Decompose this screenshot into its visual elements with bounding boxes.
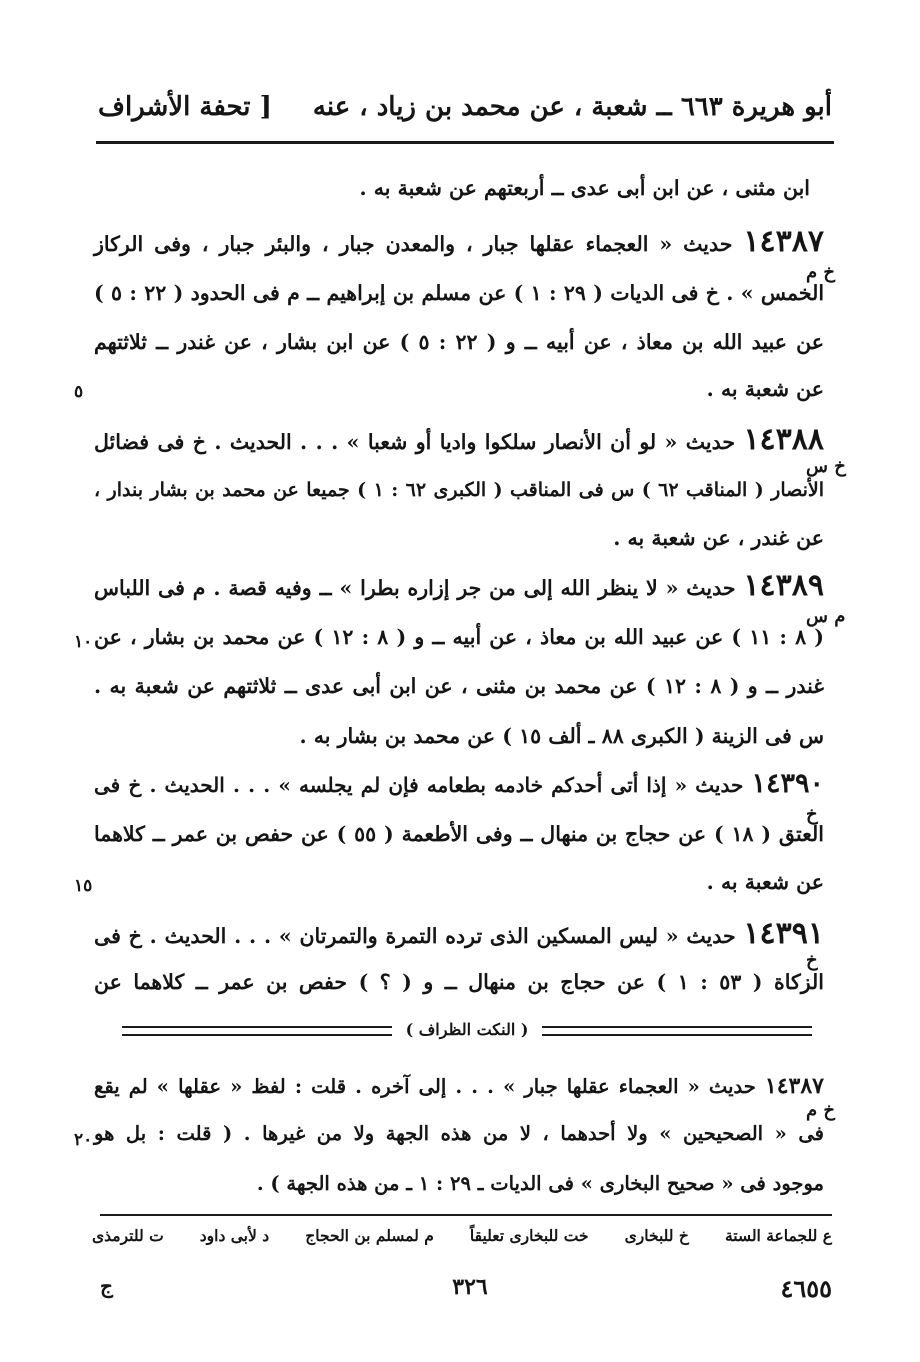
line-number-margin: ١٥ — [74, 876, 93, 896]
source-sigla: م س — [806, 606, 846, 627]
abbreviation-item: ع للجماعة الستة — [725, 1226, 832, 1245]
text-line: عن غندر ، عن شعبة به . — [613, 526, 824, 550]
hadith-line — [94, 764, 824, 804]
text-line: الخمس » . خ فى الديات ( ٢٩ : ١ ) عن مسلم بن إبراهيم ــ م فى الحدود ( ٢٢ : ٥ ) — [94, 281, 825, 305]
hadith-line — [94, 420, 824, 460]
hadith-text: حديث « لو أن الأنصار سلكوا واديا أو شعبا » . . . الحديث . خ فى فضائل — [94, 430, 736, 454]
page-footer — [100, 1274, 832, 1308]
abbreviation-item: ت للترمذى — [92, 1226, 164, 1245]
text-line: ابن مثنى ، عن ابن أبى عدى ــ أربعتهم عن شعبة به . — [359, 176, 810, 200]
running-head — [98, 92, 832, 132]
text-line: عن شعبة به . — [706, 377, 824, 401]
hadith-number: ١٤٣٩١ — [743, 916, 824, 951]
hadith-number: ١٤٣٨٨ — [743, 422, 825, 457]
footer-rule — [100, 1214, 832, 1216]
source-sigla: خ م — [806, 262, 836, 283]
entry-number: ٤٦٥٥ — [780, 1274, 832, 1303]
hadith-text: حديث « إذا أتى أحدكم خادمه بطعامه فإن لم يجلسه » . . . الحديث . خ فى — [94, 773, 744, 797]
abbreviation-item: د لأبى داود — [199, 1226, 270, 1245]
text-line: الزكاة ( ٥٣ : ١ ) عن حجاج بن منهال ــ و ( ؟ ) حفص بن عمر ــ كلاهما عن — [94, 970, 824, 994]
text-line: الأنصار ( المناقب ٦٢ ) س فى المناقب ( الكبرى ٦٢ : ١ ) جميعا عن محمد بن بشار بندار ، — [94, 479, 825, 501]
hadith-line — [94, 222, 824, 262]
page-number: ٣٢٦ — [452, 1274, 488, 1300]
source-sigla: خ — [806, 950, 818, 971]
running-head-book: [ تحفة الأشراف — [98, 92, 272, 122]
abbreviation-item: م لمسلم بن الحجاج — [305, 1226, 434, 1245]
line-number-margin: ١٠ — [74, 632, 93, 652]
source-sigla: خ م — [806, 1100, 836, 1121]
hadith-line — [94, 914, 824, 954]
note-text: حديث « العجماء عقلها جبار » . . . إلى آخره . قلت : لفظ « عقلها » لم يقع — [94, 1075, 756, 1098]
abbreviation-item: خ للبخارى — [624, 1226, 689, 1245]
text-line: عن شعبة به . — [706, 870, 824, 894]
text-line: عن عبيد الله بن معاذ ، عن أبيه ــ و ( ٢٢ : ٥ ) عن ابن بشار ، عن غندر ــ ثلاثتهم — [94, 330, 825, 354]
signature-mark: ج — [100, 1274, 113, 1298]
hadith-number: ١٤٣٩٠ — [751, 768, 824, 799]
running-head-title: أبو هريرة ٦٦٣ ــ شعبة ، عن محمد بن زياد ، عنه — [312, 92, 832, 122]
text-line: العتق ( ١٨ ) عن حجاج بن منهال ــ وفى الأطعمة ( ٥٥ ) عن حفص بن عمر ــ كلاهما — [94, 822, 824, 846]
source-sigla: خ س — [806, 456, 846, 477]
divider-rule-left — [122, 1026, 392, 1036]
section-divider — [122, 1018, 812, 1042]
note-line — [94, 1066, 824, 1106]
note-number: ١٤٣٨٧ — [764, 1073, 824, 1099]
abbreviation-key — [92, 1226, 832, 1256]
line-number-margin: ٢٠ — [74, 1130, 93, 1150]
hadith-number: ١٤٣٨٧ — [743, 224, 824, 259]
hadith-text: حديث « ليس المسكين الذى ترده التمرة والتمرتان » . . . الحديث . خ فى — [94, 924, 736, 948]
text-line: غندر ــ و ( ٨ : ١٢ ) عن محمد بن مثنى ، عن ابن أبى عدى ــ ثلاثتهم عن شعبة به . — [94, 674, 825, 698]
divider-rule-right — [542, 1026, 812, 1036]
hadith-text: حديث « لا ينظر الله إلى من جر إزاره بطرا » ــ وفيه قصة . م فى اللباس — [94, 576, 736, 600]
hadith-line — [94, 566, 824, 606]
abbreviation-item: خت للبخارى تعليقاً — [469, 1226, 589, 1245]
text-line: ( ٨ : ١١ ) عن عبيد الله بن معاذ ، عن أبيه ــ و ( ٨ : ١٢ ) عن محمد بن بشار ، عن — [94, 625, 824, 649]
header-rule — [96, 141, 834, 144]
line-number-margin: ٥ — [74, 382, 84, 402]
note-line: موجود فى « صحيح البخارى » فى الديات ـ ٢٩ : ١ ـ من هذه الجهة ) . — [256, 1172, 824, 1195]
hadith-number: ١٤٣٨٩ — [743, 568, 824, 603]
source-sigla: خ — [806, 804, 818, 825]
note-line: فى « الصحيحين » ولا أحدهما ، لا من هذه الجهة ولا من غيرها . ( قلت : بل هو — [94, 1122, 824, 1145]
hadith-text: حديث « العجماء عقلها جبار ، والمعدن جبار ، والبئر جبار ، وفى الركاز — [94, 232, 733, 256]
text-line: س فى الزينة ( الكبرى ٨٨ ـ ألف ١٥ ) عن محمد بن بشار به . — [299, 724, 824, 748]
section-title: ( النكت الظراف ) — [405, 1020, 529, 1039]
